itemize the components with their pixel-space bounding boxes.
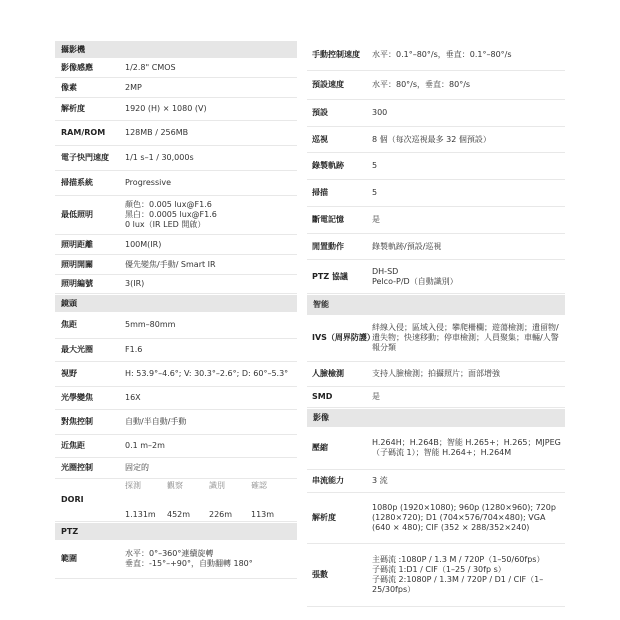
row-label: 照明編號 [61,279,93,288]
dori-header-recognize: 識別 [209,480,225,490]
row-label: 焦距 [61,320,77,329]
row-value: Progressive [125,178,172,187]
row-value: 是 [372,392,380,401]
row-face-detection [307,362,565,387]
row-label: 壓縮 [312,443,328,452]
row-label: IVS（周界防護） [312,333,375,342]
row-label: 閒置動作 [312,241,344,251]
row-label: 對焦控制 [61,417,93,426]
dori-header-observe: 觀察 [167,480,183,490]
row-label: 斷電記憶 [312,215,344,224]
row-label: 解析度 [312,513,336,522]
row-label: 解析度 [61,104,85,113]
row-value: 支持人臉檢測；拍攝照片；面部增強 [372,369,500,378]
row-label: 影像感應 [61,62,93,72]
row-label: 照明距離 [61,239,93,249]
row-value: 主碼流 :1080P / 1.3 M / 720P（1–50/60fps） 子碼流 1:D1 / CIF（1–25 / 30fp s） 子碼流 2:1080P / 1.3M / 720P / D1 / CIF（1–25/30fps） [372,555,545,594]
row-value: 錄製軌跡/預設/巡視 [372,241,442,251]
spec-table-left [55,40,297,579]
row-label: 串流能力 [312,476,344,485]
row-value: 128MB / 256MB [125,128,189,137]
row-preset [307,100,565,127]
row-pattern [307,153,565,180]
dori-table [125,471,297,530]
row-label: 掃描 [312,188,328,197]
section-header-smart: 智能 [307,294,565,315]
row-label: DORI [61,495,84,504]
row-shutter-speed [55,146,297,171]
row-ivs [307,315,565,362]
row-dori [55,479,297,522]
section-header-ptz: PTZ [55,522,297,540]
row-label: RAM/ROM [61,128,106,137]
dori-value-identify: 113m [251,509,275,519]
row-value: 是 [372,215,380,224]
spec-table-right [307,40,565,607]
row-label: 最大光圈 [61,345,93,354]
row-value: 3(IR) [125,279,145,288]
row-max-aperture [55,339,297,362]
row-image-sensor [55,58,297,78]
row-range [55,540,297,579]
dori-header-detect: 探測 [125,480,141,490]
row-label: 掃描系統 [61,178,93,187]
row-label: 視野 [61,369,77,378]
row-value: 2MP [125,82,142,92]
row-value: 5 [372,161,378,170]
row-ram-rom [55,121,297,146]
row-optical-zoom [55,387,297,410]
row-value: 8 個（每次巡視最多 32 個預設） [372,134,491,144]
row-label: 像素 [61,82,77,92]
row-resolution [55,98,297,121]
row-value: 固定的 [125,463,149,472]
row-label: 光學變焦 [61,393,93,402]
row-label: 錄製軌跡 [312,161,344,170]
row-ir-distance [55,235,297,255]
row-video-resolution [307,493,565,544]
row-label: PTZ 協議 [312,271,348,281]
row-value: DH-SD Pelco-P/D（自動識別） [372,266,458,286]
row-value: 自動/半自動/手動 [125,417,187,426]
row-value: 水平：0°–360°連續旋轉 垂直：-15°–+90°，自動翻轉 180° [125,549,253,568]
row-value: 16X [125,393,141,402]
row-value: 顏色：0.005 lux@F1.6 黑白：0.0005 lux@F1.6 0 lux（IR LED 開啟） [125,200,217,229]
row-value: F1.6 [125,345,143,354]
row-manual-speed [307,40,565,71]
row-label: 範圍 [61,554,77,563]
row-value: 0.1 m–2m [125,441,165,450]
row-preset-speed [307,71,565,100]
row-value: 300 [372,108,388,117]
row-label: 近焦距 [61,441,85,450]
row-value: 5 [372,188,378,197]
row-ir-number [55,275,297,294]
row-label: 光圈控制 [61,463,93,472]
row-value: H.264H；H.264B；智能 H.265+；H.265；MJPEG（子碼流 1）；智能 H.264+；H.264M [372,438,561,457]
row-value: 絆線入侵；區域入侵；攀爬柵欄；遊蕩檢測；遺留物/遺失物；快速移動；停車檢測；人員聚集；車輛/人警報分類 [372,323,559,352]
row-value: 1/2.8" CMOS [125,62,176,72]
row-label: 預設 [312,108,328,117]
section-header-video: 影像 [307,408,565,427]
row-min-illumination [55,196,297,235]
dori-header-identify: 確認 [251,480,267,490]
row-label: SMD [312,392,333,401]
row-value: 1080p (1920×1080); 960p (1280×960); 720p (1280×720); D1 (704×576/704×480); VGA (640 × 480); CIF (352 × 288/352×240) [372,503,556,532]
row-value: 1/1 s–1 / 30,000s [125,153,194,162]
row-label: 電子快門速度 [61,153,109,162]
row-label: 人臉檢測 [312,369,344,378]
row-label: 張數 [312,570,328,579]
section-header-lens: 鏡頭 [55,294,297,312]
row-scan-system [55,171,297,196]
row-value: H: 53.9°–4.6°; V: 30.3°–2.6°; D: 60°–5.3° [125,369,289,378]
row-value: 5mm–80mm [125,320,176,329]
row-label: 最低照明 [61,210,93,219]
row-frame-rate [307,544,565,607]
section-header-camera: 攝影機 [55,40,297,58]
row-value: 1920 (H) × 1080 (V) [125,104,207,113]
row-value: 優先變焦/手動/ Smart IR [125,259,216,269]
row-focus-control [55,410,297,435]
row-value: 水平：80°/s，垂直：80°/s [372,80,471,89]
row-streaming-capability [307,470,565,493]
row-ir-switch [55,255,297,275]
row-label: 手動控制速度 [312,50,360,59]
row-scan [307,180,565,207]
row-label: 預設速度 [312,80,344,89]
row-ptz-protocol [307,260,565,294]
row-tour [307,127,565,153]
dori-value-observe: 452m [167,509,191,519]
row-value: 3 流 [372,476,388,485]
row-value: 水平：0.1°–80°/s，垂直：0.1°–80°/s [372,50,512,59]
row-focal-length [55,312,297,339]
dori-value-recognize: 226m [209,509,233,519]
dori-value-detect: 1.131m [125,509,156,519]
row-label: 巡視 [312,134,328,144]
row-close-focus [55,435,297,458]
row-smd [307,387,565,408]
row-pixels [55,78,297,98]
row-label: 照明開關 [61,259,93,269]
row-field-of-view [55,362,297,387]
row-power-off-memory [307,207,565,234]
row-compression [307,427,565,470]
row-value: 100M(IR) [125,239,162,249]
row-idle-motion [307,234,565,260]
